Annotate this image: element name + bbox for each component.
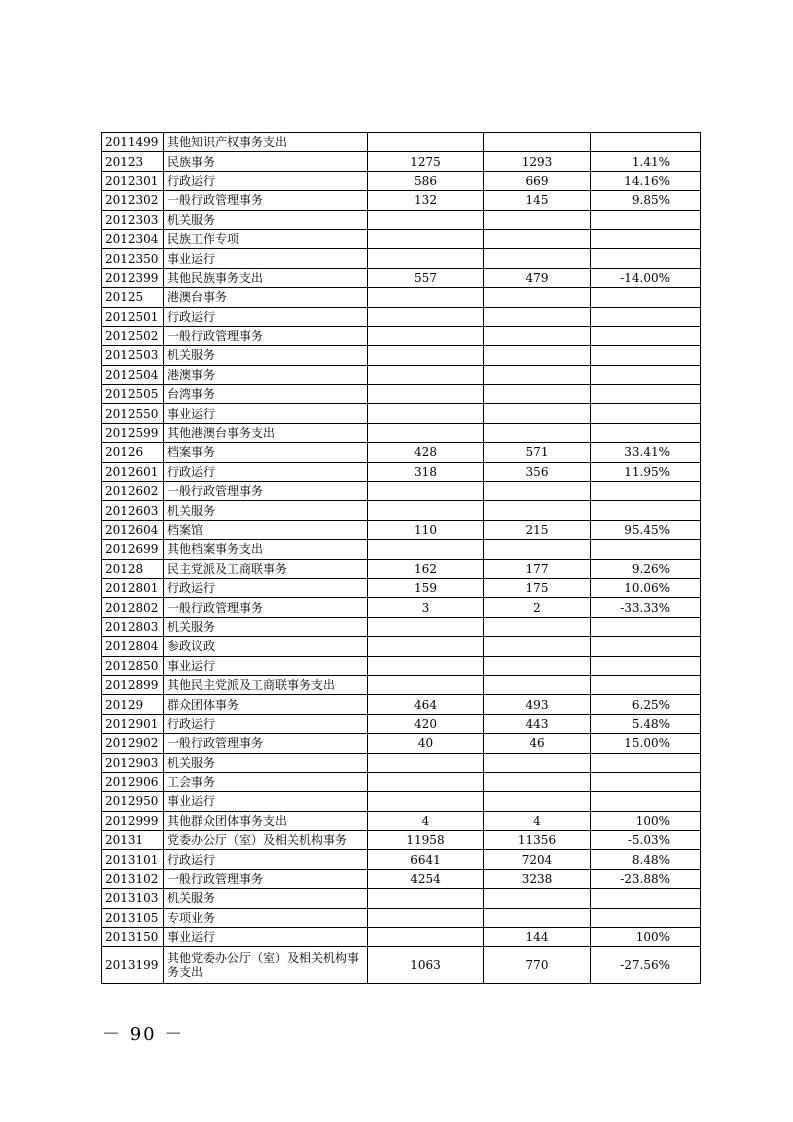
cell-code: 20128: [102, 559, 164, 578]
cell-value-current: [484, 404, 591, 423]
table-row: [102, 133, 701, 152]
cell-change-percent: [591, 792, 701, 811]
table-row: [102, 210, 701, 229]
cell-change-percent: 15.00%: [591, 734, 701, 753]
cell-item-name: 群众团体事务: [164, 695, 368, 714]
cell-code: 2012301: [102, 171, 164, 190]
cell-change-percent: [591, 482, 701, 501]
cell-value-current: [484, 307, 591, 326]
cell-value-prior: [368, 385, 484, 404]
table-row: [102, 617, 701, 636]
cell-value-current: 46: [484, 734, 591, 753]
cell-code: 2012399: [102, 268, 164, 287]
cell-code: 2012903: [102, 753, 164, 772]
cell-value-prior: [368, 637, 484, 656]
cell-value-prior: [368, 346, 484, 365]
cell-value-prior: 1063: [368, 947, 484, 984]
cell-value-prior: [368, 772, 484, 791]
cell-value-prior: [368, 889, 484, 908]
table-row: [102, 753, 701, 772]
cell-change-percent: 6.25%: [591, 695, 701, 714]
table-row: [102, 268, 701, 287]
cell-value-current: 7204: [484, 850, 591, 869]
table-row: [102, 734, 701, 753]
cell-value-prior: [368, 423, 484, 442]
cell-change-percent: -27.56%: [591, 947, 701, 984]
table-row: [102, 928, 701, 947]
cell-change-percent: -23.88%: [591, 869, 701, 888]
cell-code: 2012850: [102, 656, 164, 675]
table-row: [102, 772, 701, 791]
cell-value-prior: [368, 675, 484, 694]
cell-value-prior: 557: [368, 268, 484, 287]
cell-value-prior: [368, 326, 484, 345]
cell-item-name: 行政运行: [164, 714, 368, 733]
cell-code: 2012350: [102, 249, 164, 268]
cell-item-name: 港澳事务: [164, 365, 368, 384]
cell-change-percent: [591, 675, 701, 694]
cell-value-current: [484, 210, 591, 229]
table-row: [102, 307, 701, 326]
cell-item-name: 一般行政管理事务: [164, 598, 368, 617]
cell-value-current: [484, 133, 591, 152]
cell-code: 2012699: [102, 540, 164, 559]
cell-change-percent: [591, 133, 701, 152]
cell-value-prior: 110: [368, 520, 484, 539]
cell-value-current: 2: [484, 598, 591, 617]
cell-code: 20125: [102, 288, 164, 307]
cell-change-percent: -33.33%: [591, 598, 701, 617]
cell-item-name: 机关服务: [164, 753, 368, 772]
cell-code: 2012899: [102, 675, 164, 694]
cell-change-percent: [591, 365, 701, 384]
cell-change-percent: 14.16%: [591, 171, 701, 190]
cell-code: 2012550: [102, 404, 164, 423]
cell-value-current: [484, 617, 591, 636]
table-row: [102, 288, 701, 307]
cell-code: 2012505: [102, 385, 164, 404]
cell-item-name: 机关服务: [164, 889, 368, 908]
cell-code: 2013199: [102, 947, 164, 984]
cell-value-current: 11356: [484, 831, 591, 850]
table-row: [102, 501, 701, 520]
cell-item-name: 其他知识产权事务支出: [164, 133, 368, 152]
table-row: [102, 152, 701, 171]
cell-item-name: 一般行政管理事务: [164, 869, 368, 888]
cell-change-percent: 100%: [591, 928, 701, 947]
cell-code: 2012906: [102, 772, 164, 791]
table-row: [102, 908, 701, 927]
cell-item-name: 一般行政管理事务: [164, 482, 368, 501]
cell-item-name: 其他民主党派及工商联事务支出: [164, 675, 368, 694]
cell-item-name: 一般行政管理事务: [164, 734, 368, 753]
cell-change-percent: 8.48%: [591, 850, 701, 869]
cell-code: 2012801: [102, 578, 164, 597]
cell-item-name: 机关服务: [164, 346, 368, 365]
cell-value-current: [484, 482, 591, 501]
cell-item-name: 事业运行: [164, 249, 368, 268]
cell-code: 2011499: [102, 133, 164, 152]
cell-change-percent: 5.48%: [591, 714, 701, 733]
cell-value-prior: 11958: [368, 831, 484, 850]
cell-value-current: 177: [484, 559, 591, 578]
cell-value-current: 145: [484, 191, 591, 210]
cell-item-name: 台湾事务: [164, 385, 368, 404]
cell-value-prior: 464: [368, 695, 484, 714]
cell-item-name: 其他党委办公厅（室）及相关机构事务支出: [164, 947, 368, 984]
cell-item-name: 民主党派及工商联事务: [164, 559, 368, 578]
cell-change-percent: [591, 617, 701, 636]
table-row: [102, 191, 701, 210]
cell-item-name: 行政运行: [164, 850, 368, 869]
cell-code: 2013150: [102, 928, 164, 947]
cell-item-name: 档案事务: [164, 443, 368, 462]
table-row: [102, 540, 701, 559]
cell-item-name: 档案馆: [164, 520, 368, 539]
cell-item-name: 港澳台事务: [164, 288, 368, 307]
cell-code: 2013103: [102, 889, 164, 908]
cell-change-percent: 9.26%: [591, 559, 701, 578]
table-row: [102, 947, 701, 984]
cell-value-prior: 4: [368, 811, 484, 830]
table-row: [102, 171, 701, 190]
cell-code: 2012802: [102, 598, 164, 617]
cell-code: 20123: [102, 152, 164, 171]
cell-change-percent: -5.03%: [591, 831, 701, 850]
table-row: [102, 443, 701, 462]
cell-value-current: [484, 540, 591, 559]
cell-item-name: 事业运行: [164, 928, 368, 947]
cell-change-percent: [591, 288, 701, 307]
cell-change-percent: [591, 753, 701, 772]
cell-value-prior: [368, 229, 484, 248]
cell-value-current: 215: [484, 520, 591, 539]
cell-value-current: 175: [484, 578, 591, 597]
cell-value-current: [484, 365, 591, 384]
cell-change-percent: [591, 385, 701, 404]
cell-value-prior: 132: [368, 191, 484, 210]
cell-value-current: 3238: [484, 869, 591, 888]
cell-item-name: 事业运行: [164, 792, 368, 811]
cell-item-name: 机关服务: [164, 617, 368, 636]
cell-value-current: [484, 675, 591, 694]
cell-change-percent: [591, 656, 701, 675]
table-row: [102, 249, 701, 268]
cell-value-prior: 586: [368, 171, 484, 190]
cell-code: 2012601: [102, 462, 164, 481]
cell-code: 2012599: [102, 423, 164, 442]
cell-change-percent: [591, 637, 701, 656]
cell-value-prior: 420: [368, 714, 484, 733]
cell-value-prior: 3: [368, 598, 484, 617]
table-row: [102, 598, 701, 617]
cell-code: 2012603: [102, 501, 164, 520]
cell-code: 2012804: [102, 637, 164, 656]
cell-item-name: 其他港澳台事务支出: [164, 423, 368, 442]
cell-code: 2012602: [102, 482, 164, 501]
cell-value-prior: [368, 133, 484, 152]
cell-value-current: [484, 792, 591, 811]
table-row: [102, 869, 701, 888]
cell-item-name: 事业运行: [164, 656, 368, 675]
cell-change-percent: 1.41%: [591, 152, 701, 171]
cell-value-prior: [368, 365, 484, 384]
table-row: [102, 326, 701, 345]
cell-change-percent: 10.06%: [591, 578, 701, 597]
cell-value-current: 1293: [484, 152, 591, 171]
table-row: [102, 365, 701, 384]
cell-item-name: 专项业务: [164, 908, 368, 927]
table-row: [102, 831, 701, 850]
cell-value-prior: [368, 249, 484, 268]
table-row: [102, 656, 701, 675]
cell-change-percent: [591, 249, 701, 268]
cell-item-name: 行政运行: [164, 578, 368, 597]
cell-value-current: 443: [484, 714, 591, 733]
table-row: [102, 578, 701, 597]
cell-change-percent: 95.45%: [591, 520, 701, 539]
cell-value-prior: [368, 482, 484, 501]
cell-value-current: [484, 249, 591, 268]
cell-code: 2012803: [102, 617, 164, 636]
table-row: [102, 811, 701, 830]
cell-item-name: 行政运行: [164, 462, 368, 481]
cell-code: 2013101: [102, 850, 164, 869]
cell-value-prior: 1275: [368, 152, 484, 171]
cell-code: 2012950: [102, 792, 164, 811]
cell-item-name: 工会事务: [164, 772, 368, 791]
table-row: [102, 520, 701, 539]
table-row: [102, 559, 701, 578]
cell-value-prior: [368, 908, 484, 927]
cell-value-current: 493: [484, 695, 591, 714]
cell-item-name: 事业运行: [164, 404, 368, 423]
table-row: [102, 792, 701, 811]
cell-code: 20126: [102, 443, 164, 462]
cell-item-name: 机关服务: [164, 210, 368, 229]
cell-value-current: 4: [484, 811, 591, 830]
cell-item-name: 党委办公厅（室）及相关机构事务: [164, 831, 368, 850]
table-row: [102, 889, 701, 908]
cell-value-prior: [368, 501, 484, 520]
cell-item-name: 民族工作专项: [164, 229, 368, 248]
table-row: [102, 404, 701, 423]
table-body: [102, 133, 701, 984]
table-row: [102, 346, 701, 365]
cell-value-prior: [368, 404, 484, 423]
cell-item-name: 民族事务: [164, 152, 368, 171]
table-row: [102, 675, 701, 694]
cell-value-prior: 4254: [368, 869, 484, 888]
cell-code: 2013105: [102, 908, 164, 927]
cell-value-current: 356: [484, 462, 591, 481]
cell-code: 2012503: [102, 346, 164, 365]
cell-value-prior: [368, 753, 484, 772]
table-row: [102, 850, 701, 869]
cell-item-name: 行政运行: [164, 307, 368, 326]
cell-value-current: [484, 229, 591, 248]
cell-change-percent: [591, 307, 701, 326]
cell-value-prior: 159: [368, 578, 484, 597]
cell-item-name: 其他群众团体事务支出: [164, 811, 368, 830]
cell-code: 2012902: [102, 734, 164, 753]
cell-change-percent: 100%: [591, 811, 701, 830]
cell-change-percent: [591, 889, 701, 908]
table-row: [102, 714, 701, 733]
cell-code: 20129: [102, 695, 164, 714]
table-row: [102, 423, 701, 442]
budget-table: [101, 132, 701, 984]
cell-change-percent: 33.41%: [591, 443, 701, 462]
cell-change-percent: [591, 501, 701, 520]
cell-code: 2012901: [102, 714, 164, 733]
cell-value-prior: 162: [368, 559, 484, 578]
cell-item-name: 参政议政: [164, 637, 368, 656]
cell-item-name: 一般行政管理事务: [164, 191, 368, 210]
cell-value-current: [484, 656, 591, 675]
cell-value-current: [484, 908, 591, 927]
cell-value-current: [484, 772, 591, 791]
cell-value-current: 479: [484, 268, 591, 287]
cell-item-name: 机关服务: [164, 501, 368, 520]
cell-change-percent: [591, 210, 701, 229]
cell-value-current: 144: [484, 928, 591, 947]
cell-code: 2012304: [102, 229, 164, 248]
cell-value-prior: 40: [368, 734, 484, 753]
cell-value-prior: [368, 210, 484, 229]
cell-change-percent: [591, 772, 701, 791]
cell-value-prior: [368, 617, 484, 636]
cell-change-percent: [591, 326, 701, 345]
cell-value-prior: 318: [368, 462, 484, 481]
page-number: － 90 －: [102, 1024, 185, 1045]
cell-code: 2012303: [102, 210, 164, 229]
cell-value-prior: 428: [368, 443, 484, 462]
cell-value-prior: [368, 307, 484, 326]
table-row: [102, 637, 701, 656]
cell-value-current: [484, 288, 591, 307]
cell-code: 2012501: [102, 307, 164, 326]
cell-code: 2012504: [102, 365, 164, 384]
cell-item-name: 行政运行: [164, 171, 368, 190]
cell-item-name: 其他档案事务支出: [164, 540, 368, 559]
cell-value-current: [484, 326, 591, 345]
cell-change-percent: 9.85%: [591, 191, 701, 210]
cell-change-percent: 11.95%: [591, 462, 701, 481]
cell-value-prior: [368, 928, 484, 947]
cell-code: 20131: [102, 831, 164, 850]
table-row: [102, 695, 701, 714]
cell-value-current: [484, 346, 591, 365]
cell-value-current: [484, 637, 591, 656]
cell-change-percent: [591, 540, 701, 559]
cell-code: 2012302: [102, 191, 164, 210]
cell-value-current: [484, 385, 591, 404]
cell-change-percent: [591, 423, 701, 442]
cell-code: 2012999: [102, 811, 164, 830]
cell-change-percent: [591, 229, 701, 248]
cell-change-percent: [591, 404, 701, 423]
cell-item-name: 一般行政管理事务: [164, 326, 368, 345]
table-row: [102, 229, 701, 248]
cell-value-current: [484, 753, 591, 772]
cell-value-current: 571: [484, 443, 591, 462]
cell-code: 2012604: [102, 520, 164, 539]
cell-change-percent: [591, 908, 701, 927]
cell-value-current: 669: [484, 171, 591, 190]
cell-change-percent: [591, 346, 701, 365]
cell-value-prior: [368, 656, 484, 675]
cell-value-current: 770: [484, 947, 591, 984]
cell-code: 2013102: [102, 869, 164, 888]
cell-value-prior: [368, 288, 484, 307]
cell-value-prior: [368, 792, 484, 811]
cell-change-percent: -14.00%: [591, 268, 701, 287]
cell-value-current: [484, 501, 591, 520]
cell-value-current: [484, 889, 591, 908]
table-row: [102, 482, 701, 501]
cell-value-prior: 6641: [368, 850, 484, 869]
cell-code: 2012502: [102, 326, 164, 345]
cell-value-current: [484, 423, 591, 442]
cell-value-prior: [368, 540, 484, 559]
table-row: [102, 385, 701, 404]
cell-item-name: 其他民族事务支出: [164, 268, 368, 287]
table-row: [102, 462, 701, 481]
